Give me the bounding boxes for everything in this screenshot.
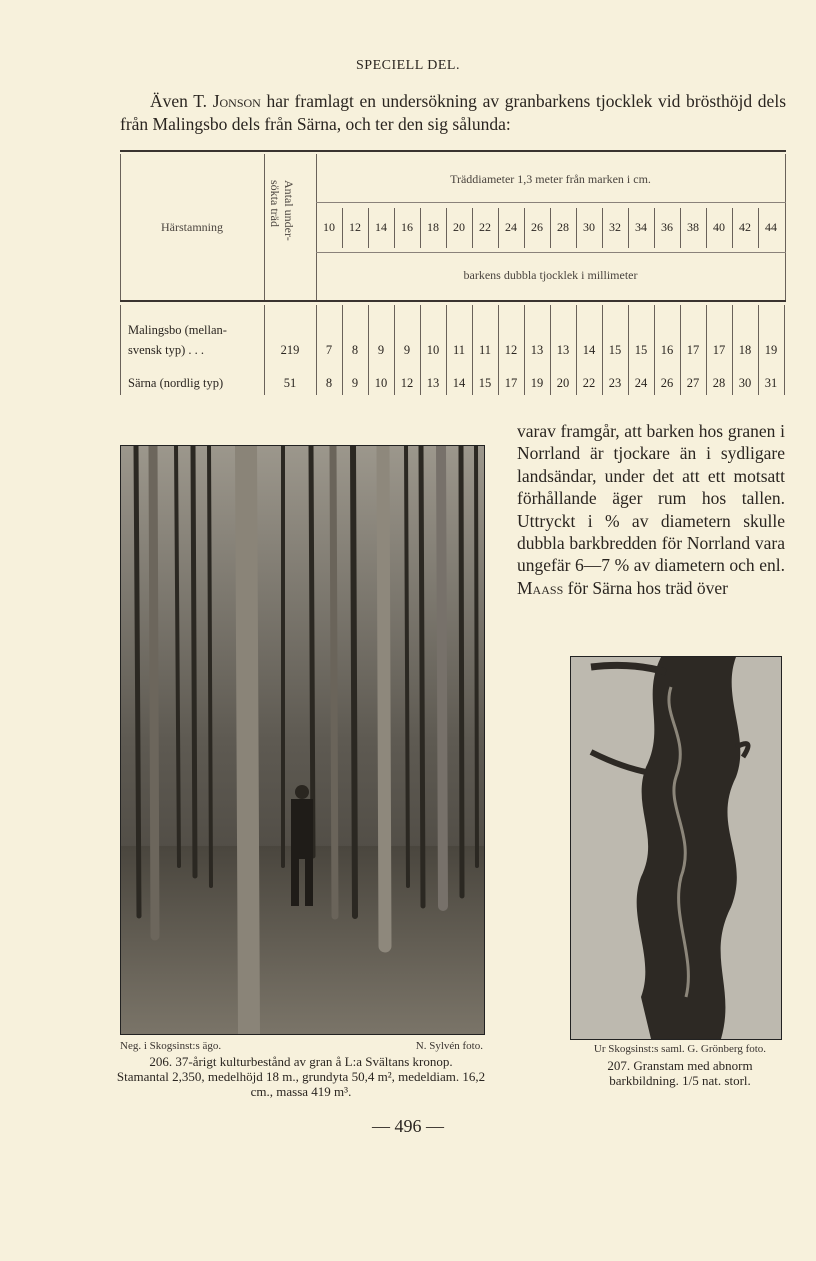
diameter-cell: 20 [453, 220, 465, 234]
bark-value: 15 [634, 343, 648, 357]
forest-photo [120, 445, 485, 1035]
right-body: varav framgår, att barken hos granen i Norrland är tjockare än i sydligare landsändar, under det att ett motsatt förhållande äger rum hos tallen. Uttryckt i % av diametern skulle dubbla barkbredden för Norrland vara ungefär 6—7 % av diametern och enl. [517, 421, 785, 576]
diameter-cell: 26 [531, 220, 543, 234]
bark-value: 30 [738, 376, 752, 390]
author-name-maass: Maass [517, 577, 564, 598]
bark-value: 14 [452, 376, 466, 390]
intro-paragraph [120, 90, 786, 136]
count-header-line2: sökta träd [268, 180, 282, 227]
bark-value: 9 [377, 343, 385, 357]
author-name: Jonson [212, 91, 261, 111]
bark-value: 31 [764, 376, 778, 390]
bark-value: 12 [504, 343, 518, 357]
abnormal-spruce-trunk-image [571, 657, 781, 1039]
diameter-cell: 28 [557, 220, 569, 234]
bark-value: 12 [400, 376, 414, 390]
bark-header: barkens dubbla tjocklek i millimeter [463, 268, 638, 282]
bark-value: 15 [608, 343, 622, 357]
bark-value: 17 [712, 343, 726, 357]
bark-value: 17 [686, 343, 700, 357]
origin-label: Malingsbo (mellan- [128, 323, 227, 337]
bark-value: 20 [556, 376, 570, 390]
bark-value: 9 [351, 376, 359, 390]
diameter-cell: 30 [583, 220, 595, 234]
diameter-cell: 22 [479, 220, 491, 234]
count-header-line1: Antal under- [282, 180, 296, 241]
count-header [268, 180, 298, 260]
caption-206-line1: 206. 37-årigt kulturbestånd av gran å L:a Svältans kronop. [149, 1054, 453, 1069]
origin-label: svensk typ) . . . [128, 343, 205, 357]
bark-value: 22 [582, 376, 596, 390]
tree-count: 51 [283, 376, 297, 390]
figure-207-caption [575, 1058, 785, 1088]
bark-value: 10 [374, 376, 388, 390]
bark-value: 24 [634, 376, 648, 390]
diameter-cell: 24 [505, 220, 517, 234]
diameter-cell: 44 [765, 220, 777, 234]
bark-value: 14 [582, 343, 596, 357]
bark-value: 8 [351, 343, 359, 357]
diameter-cell: 40 [713, 220, 725, 234]
bark-value: 26 [660, 376, 674, 390]
bark-value: 7 [325, 343, 333, 357]
origin-header: Härstamning [161, 220, 223, 234]
right-tail: för Särna hos träd över [563, 577, 728, 598]
bark-photo [570, 656, 782, 1040]
diameter-cell: 32 [609, 220, 621, 234]
bark-value: 17 [504, 376, 518, 390]
spruce-forest-image [121, 446, 484, 1034]
bark-value: 28 [712, 376, 726, 390]
photographer-credit: N. Sylvén foto. [415, 1040, 483, 1052]
figure-206-caption [116, 1054, 486, 1099]
bark-value: 23 [608, 376, 622, 390]
tree-count: 219 [280, 343, 300, 357]
bark-value: 13 [426, 376, 440, 390]
bark-value: 10 [426, 343, 440, 357]
bark-value: 19 [530, 376, 544, 390]
diameter-cell: 14 [375, 220, 387, 234]
diameter-cell: 10 [323, 220, 335, 234]
right-column-text [517, 420, 785, 599]
diameter-cell: 36 [661, 220, 673, 234]
caption-206-line2: Stamantal 2,350, medelhöjd 18 m., grundyta 50,4 m², medeldiam. 16,2 cm., massa 419 m³. [116, 1069, 486, 1099]
bark-value: 11 [452, 343, 466, 357]
bark-value: 13 [530, 343, 544, 357]
bark-value: 8 [325, 376, 333, 390]
bark-value: 18 [738, 343, 752, 357]
bark-value: 15 [478, 376, 492, 390]
diameter-cell: 38 [687, 220, 699, 234]
bark-value: 9 [403, 343, 411, 357]
diameter-cell: 12 [349, 220, 361, 234]
figure-207-credits: Ur Skogsinst:s saml. G. Grönberg foto. [593, 1043, 767, 1055]
bark-thickness-table [120, 150, 786, 395]
diameter-header: Träddiameter 1,3 meter från marken i cm. [450, 172, 651, 186]
diameter-cell: 18 [427, 220, 439, 234]
diameter-cell: 42 [739, 220, 751, 234]
bark-value: 13 [556, 343, 570, 357]
bark-value: 27 [686, 376, 700, 390]
negative-credit: Neg. i Skogsinst:s ägo. [120, 1040, 222, 1052]
intro-text-start: Även T. [150, 91, 213, 111]
origin-label: Särna (nordlig typ) [128, 376, 224, 390]
bark-value: 16 [660, 343, 674, 357]
running-header: SPECIELL DEL. [356, 58, 460, 73]
diameter-cell: 16 [401, 220, 413, 234]
bark-value: 19 [764, 343, 778, 357]
diameter-cell: 34 [635, 220, 647, 234]
intro-text-end: har framlagt en undersökning av granbarkens tjocklek vid brösthöjd dels från Malingsbo dels från Särna, och ter den sig sålunda: [120, 91, 787, 134]
caption-207: 207. Granstam med abnorm barkbildning. 1/5 nat. storl. [607, 1058, 753, 1088]
bark-value: 11 [478, 343, 492, 357]
page-number: — 496 — [372, 1116, 444, 1136]
